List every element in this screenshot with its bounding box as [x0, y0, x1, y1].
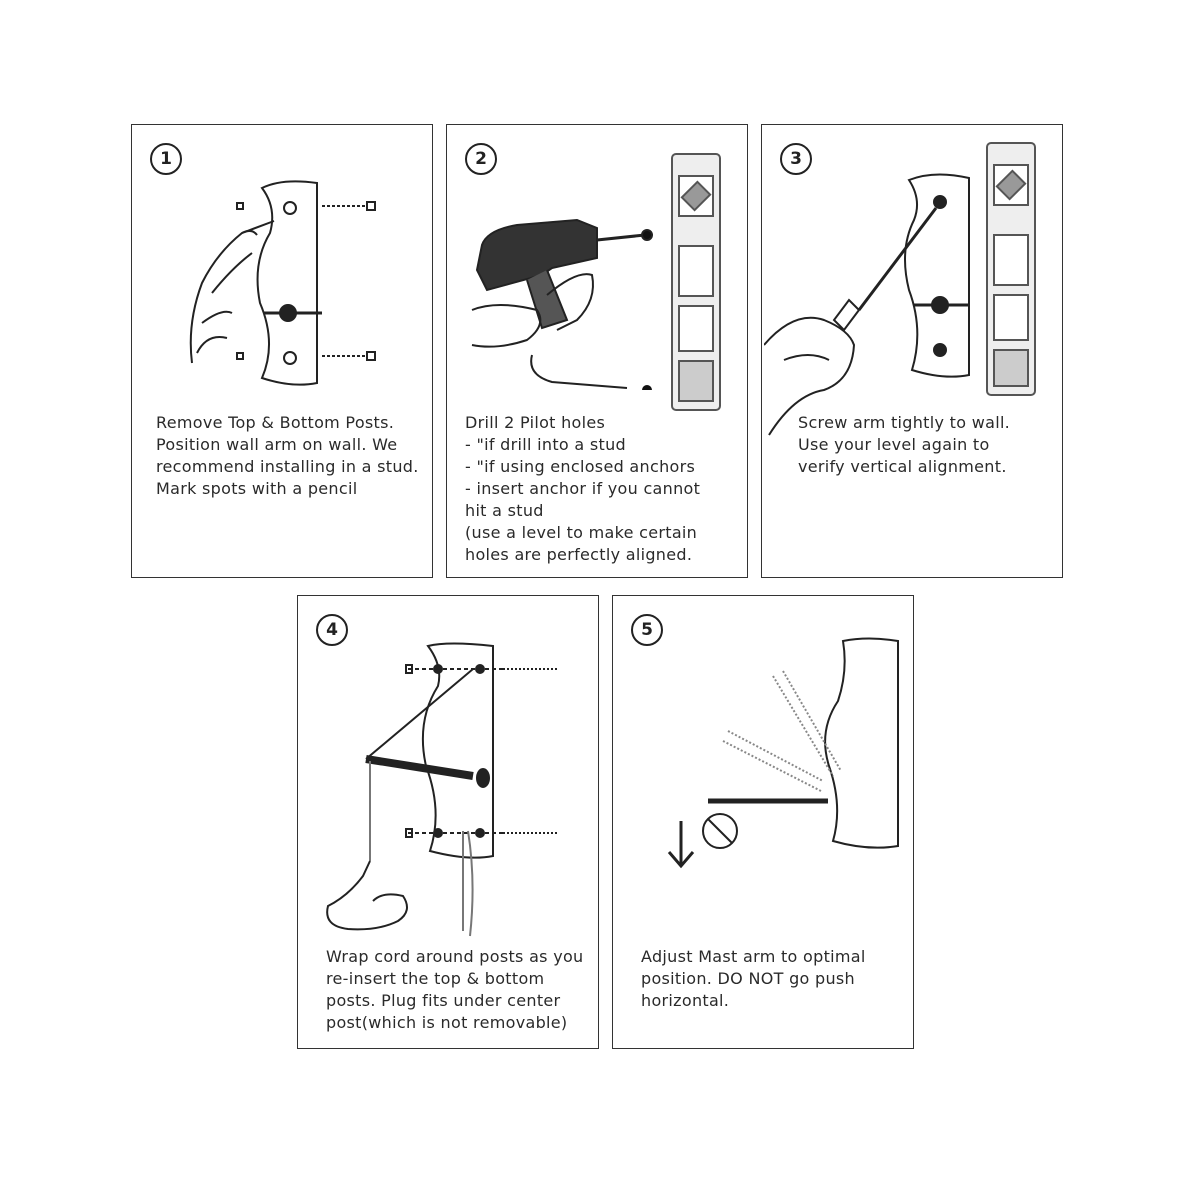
- step-number-badge: 5: [631, 614, 663, 646]
- step-1-text: Remove Top & Bottom Posts. Position wall arm on wall. We recommend installing in a stud. Mark spots with a pencil: [156, 413, 419, 498]
- step-number-badge: 3: [780, 143, 812, 175]
- step-5-panel: [612, 595, 914, 1049]
- step-3-text: Screw arm tightly to wall. Use your level again to verify vertical alignment.: [798, 413, 1011, 476]
- step-3-panel: [761, 124, 1063, 578]
- step-4-text: Wrap cord around posts as you re-insert the top & bottom posts. Plug fits under center post(which is not removable): [326, 947, 584, 1032]
- cord-wrap-illustration: [318, 641, 588, 941]
- step-2-panel: [446, 124, 748, 578]
- level-tool-icon: [669, 151, 723, 415]
- adjust-arm-illustration: [653, 636, 903, 876]
- drill-illustration: [457, 150, 657, 390]
- step-number-badge: 4: [316, 614, 348, 646]
- step-2-text: Drill 2 Pilot holes - "if drill into a stud - "if using enclosed anchors - insert anchor if you cannot hit a stud (use a level to make certain holes are perfectly aligned.: [465, 413, 701, 564]
- step-number-badge: 1: [150, 143, 182, 175]
- step-1-panel: [131, 124, 433, 578]
- step-4-panel: [297, 595, 599, 1049]
- mark-holes-illustration: [182, 173, 422, 393]
- screwdriver-illustration: [764, 170, 974, 440]
- level-tool-icon: [984, 140, 1038, 400]
- step-5-text: Adjust Mast arm to optimal position. DO NOT go push horizontal.: [641, 947, 866, 1010]
- step-number-badge: 2: [465, 143, 497, 175]
